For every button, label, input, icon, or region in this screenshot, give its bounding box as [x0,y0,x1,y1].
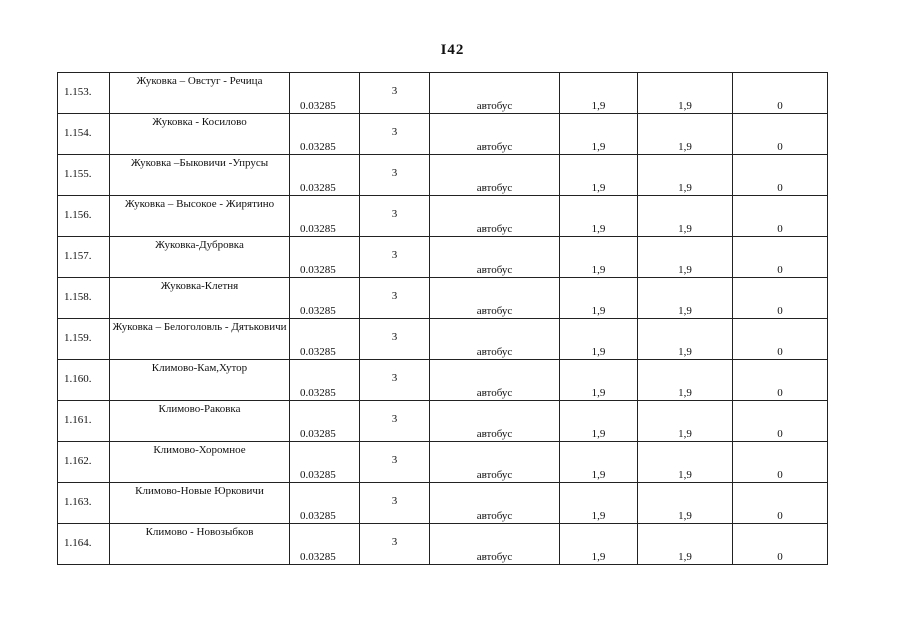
transport-type: автобус [476,141,513,153]
value-1-cell [560,483,638,524]
value-2: 1,9 [678,551,692,563]
route-name-cell [110,237,290,278]
value-3-cell [733,483,828,524]
value-2-cell [638,196,733,237]
value-1: 1,9 [591,510,606,522]
distance-value: 3 [391,495,398,507]
route-name-cell [110,155,290,196]
page-number: I42 [440,42,465,58]
row-number-cell [58,360,110,401]
fare-value: 0.03285 [300,428,336,440]
value-2-cell [638,401,733,442]
distance-value: 3 [391,85,398,97]
fare-value: 0.03285 [300,346,336,358]
value-1: 1,9 [591,264,606,276]
route-name-cell [110,319,290,360]
fare-value-cell [290,319,360,360]
value-3: 0 [777,428,783,440]
table-row [58,196,828,237]
transport-type-cell [430,319,560,360]
value-3-cell [733,319,828,360]
distance-value-cell [360,155,430,196]
distance-value-cell [360,73,430,114]
table-row [58,401,828,442]
route-name: Жуковка-Дубровка [155,239,244,251]
row-number: 1.160. [64,373,92,385]
value-3-cell [733,278,828,319]
value-2: 1,9 [678,223,692,235]
value-3: 0 [777,510,783,522]
value-2: 1,9 [678,264,692,276]
transport-type: автобус [476,100,513,112]
value-3-cell [733,73,828,114]
table-row [58,442,828,483]
transport-type-cell [430,360,560,401]
value-2: 1,9 [678,510,692,522]
distance-value: 3 [391,249,398,261]
route-name: Жуковка – Высокое - Жирятино [124,198,275,210]
distance-value-cell [360,401,430,442]
row-number-cell [58,483,110,524]
route-name: Климово-Новые Юрковичи [135,485,264,497]
transport-type: автобус [476,305,513,317]
fare-value-cell [290,278,360,319]
route-table [57,72,828,565]
value-2: 1,9 [678,428,692,440]
table-row [58,524,828,565]
value-1-cell [560,442,638,483]
transport-type-cell [430,73,560,114]
transport-type: автобус [476,387,513,399]
route-name: Климово-Раковка [158,403,241,415]
distance-value: 3 [391,372,398,384]
transport-type-cell [430,401,560,442]
transport-type-cell [430,155,560,196]
transport-type: автобус [476,346,513,358]
value-1-cell [560,401,638,442]
value-1: 1,9 [591,223,606,235]
value-1-cell [560,155,638,196]
value-3-cell [733,237,828,278]
route-name-cell [110,483,290,524]
value-3: 0 [777,223,783,235]
route-name: Климово-Хоромное [153,444,246,456]
transport-type-cell [430,196,560,237]
row-number-cell [58,237,110,278]
value-1-cell [560,319,638,360]
row-number-cell [58,155,110,196]
fare-value: 0.03285 [300,510,336,522]
row-number-cell [58,442,110,483]
row-number: 1.161. [64,414,92,426]
distance-value-cell [360,524,430,565]
value-2-cell [638,524,733,565]
value-3-cell [733,155,828,196]
value-3-cell [733,114,828,155]
value-1-cell [560,114,638,155]
value-1: 1,9 [591,469,606,481]
transport-type: автобус [476,469,513,481]
fare-value-cell [290,237,360,278]
value-1-cell [560,237,638,278]
transport-type: автобус [476,223,513,235]
distance-value: 3 [391,290,398,302]
value-1-cell [560,196,638,237]
distance-value-cell [360,114,430,155]
distance-value: 3 [391,208,398,220]
table-row [58,237,828,278]
route-name-cell [110,360,290,401]
fare-value-cell [290,196,360,237]
value-3: 0 [777,387,783,399]
row-number-cell [58,524,110,565]
row-number: 1.156. [64,209,92,221]
row-number-cell [58,73,110,114]
fare-value: 0.03285 [300,551,336,563]
fare-value: 0.03285 [300,387,336,399]
value-2-cell [638,155,733,196]
route-name: Жуковка –Быковичи -Упрусы [130,157,269,169]
value-1-cell [560,360,638,401]
row-number-cell [58,401,110,442]
table-row [58,319,828,360]
value-1: 1,9 [591,141,606,153]
fare-value: 0.03285 [300,469,336,481]
value-2-cell [638,442,733,483]
value-1-cell [560,73,638,114]
value-1: 1,9 [591,100,606,112]
value-1: 1,9 [591,551,606,563]
fare-value: 0.03285 [300,141,336,153]
value-1-cell [560,278,638,319]
distance-value: 3 [391,126,398,138]
distance-value-cell [360,196,430,237]
fare-value-cell [290,442,360,483]
distance-value: 3 [391,413,398,425]
fare-value: 0.03285 [300,182,336,194]
distance-value: 3 [391,454,398,466]
value-3-cell [733,401,828,442]
value-1: 1,9 [591,182,606,194]
distance-value-cell [360,483,430,524]
value-1: 1,9 [591,305,606,317]
value-2-cell [638,483,733,524]
fare-value: 0.03285 [300,100,336,112]
row-number-cell [58,196,110,237]
route-name-cell [110,278,290,319]
route-name: Климово - Новозыбков [145,526,254,538]
transport-type: автобус [476,182,513,194]
value-2: 1,9 [678,141,692,153]
route-name-cell [110,401,290,442]
value-3: 0 [777,469,783,481]
fare-value-cell [290,114,360,155]
route-name-cell [110,442,290,483]
fare-value: 0.03285 [300,223,336,235]
distance-value: 3 [391,167,398,179]
route-name-cell [110,524,290,565]
transport-type-cell [430,524,560,565]
row-number: 1.158. [64,291,92,303]
table-row [58,155,828,196]
row-number-cell [58,278,110,319]
fare-value: 0.03285 [300,305,336,317]
value-1: 1,9 [591,387,606,399]
distance-value-cell [360,278,430,319]
row-number: 1.164. [64,537,92,549]
row-number: 1.153. [64,86,92,98]
value-2: 1,9 [678,346,692,358]
transport-type: автобус [476,551,513,563]
value-2-cell [638,278,733,319]
table-row [58,360,828,401]
route-name-cell [110,114,290,155]
fare-value: 0.03285 [300,264,336,276]
fare-value-cell [290,483,360,524]
value-3: 0 [777,346,783,358]
transport-type-cell [430,483,560,524]
value-2: 1,9 [678,100,692,112]
distance-value: 3 [391,536,398,548]
value-2: 1,9 [678,182,692,194]
transport-type-cell [430,237,560,278]
value-2-cell [638,360,733,401]
value-2: 1,9 [678,305,692,317]
value-3-cell [733,360,828,401]
value-3: 0 [777,551,783,563]
transport-type-cell [430,278,560,319]
table-row [58,278,828,319]
distance-value-cell [360,442,430,483]
table-row [58,114,828,155]
value-1-cell [560,524,638,565]
transport-type-cell [430,114,560,155]
value-1: 1,9 [591,428,606,440]
fare-value-cell [290,524,360,565]
row-number: 1.154. [64,127,92,139]
route-name: Жуковка – Овстуг - Речица [136,75,263,87]
table-row [58,73,828,114]
value-3: 0 [777,305,783,317]
value-2: 1,9 [678,387,692,399]
fare-value-cell [290,401,360,442]
value-3: 0 [777,264,783,276]
transport-type: автобус [476,264,513,276]
fare-value-cell [290,73,360,114]
value-3-cell [733,524,828,565]
distance-value-cell [360,237,430,278]
fare-value-cell [290,155,360,196]
row-number: 1.157. [64,250,92,262]
route-name-cell [110,73,290,114]
value-3: 0 [777,182,783,194]
route-name: Жуковка-Клетня [160,280,239,292]
route-name: Жуковка - Косилово [152,116,247,128]
value-2-cell [638,237,733,278]
value-1: 1,9 [591,346,606,358]
row-number: 1.162. [64,455,92,467]
route-name: Климово-Кам,Хутор [151,362,248,374]
route-name: Жуковка – Белоголовль - Дятьковичи [112,321,287,333]
distance-value-cell [360,319,430,360]
route-name-cell [110,196,290,237]
distance-value-cell [360,360,430,401]
transport-type: автобус [476,510,513,522]
value-2-cell [638,319,733,360]
row-number-cell [58,114,110,155]
transport-type-cell [430,442,560,483]
row-number: 1.163. [64,496,92,508]
value-2-cell [638,73,733,114]
value-2: 1,9 [678,469,692,481]
table-row [58,483,828,524]
row-number-cell [58,319,110,360]
row-number: 1.155. [64,168,92,180]
fare-value-cell [290,360,360,401]
transport-type: автобус [476,428,513,440]
value-3: 0 [777,100,783,112]
row-number: 1.159. [64,332,92,344]
value-3: 0 [777,141,783,153]
value-3-cell [733,442,828,483]
distance-value: 3 [391,331,398,343]
value-2-cell [638,114,733,155]
value-3-cell [733,196,828,237]
